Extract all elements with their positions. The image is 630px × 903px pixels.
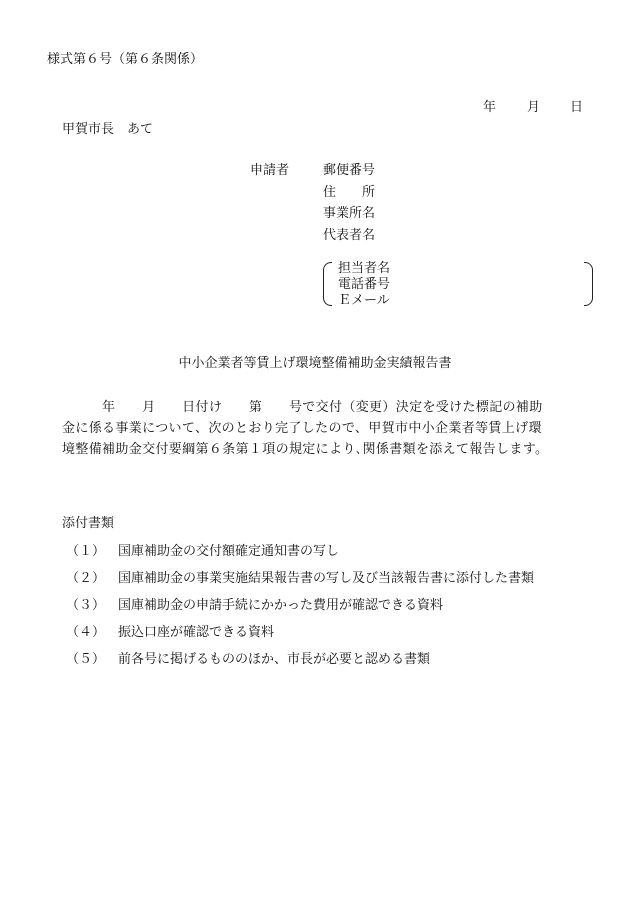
body-line-3: 境整備補助金交付要綱第６条第１項の規定により､関係書類を添えて報告します。 (62, 442, 549, 457)
field-phone-number: 電話番号 (338, 277, 391, 292)
field-address: 住 所 (323, 185, 376, 200)
attachment-number: （４） (66, 625, 106, 640)
date-year-label: 年 (483, 100, 497, 115)
bracket-left (323, 262, 332, 306)
recipient: 甲賀市長 あて (62, 122, 154, 137)
date-month-label: 月 (527, 100, 541, 115)
body-line-2: 金に係る事業について、次のとおり完了したので、甲賀市中小企業者等賃上げ環 (62, 421, 542, 436)
attachment-item: 国庫補助金の事業実施結果報告書の写し及び当該報告書に添付した書類 (118, 571, 535, 586)
attachment-number: （３） (66, 598, 106, 613)
attachment-number: （２） (66, 571, 106, 586)
field-postal-code: 郵便番号 (323, 163, 376, 178)
attachment-item: 国庫補助金の交付額確定通知書の写し (118, 544, 340, 559)
body-line-1: 年 月 日付け 第 号で交付（変更）決定を受けた標記の補助 (62, 400, 543, 415)
attachment-item: 振込口座が確認できる資料 (118, 625, 275, 640)
attachment-number: （１） (66, 544, 106, 559)
form-number: 様式第６号（第６条関係） (47, 52, 204, 67)
field-email: Ｅメール (338, 293, 390, 308)
field-business-name: 事業所名 (323, 206, 376, 221)
attachment-number: （５） (66, 652, 106, 667)
date-day-label: 日 (570, 100, 584, 115)
attachment-item: 国庫補助金の申請手続にかかった費用が確認できる資料 (118, 598, 444, 613)
contact-info-bracket (323, 262, 593, 306)
attachment-item: 前各号に掲げるもののほか、市長が必要と認める書類 (118, 652, 431, 667)
applicant-label: 申請者 (250, 163, 290, 178)
bracket-right (584, 262, 593, 306)
document-title: 中小企業者等賃上げ環境整備補助金実績報告書 (178, 356, 452, 371)
field-representative: 代表者名 (323, 228, 376, 243)
attachments-heading: 添付書類 (62, 516, 115, 531)
field-contact-person: 担当者名 (338, 261, 391, 276)
